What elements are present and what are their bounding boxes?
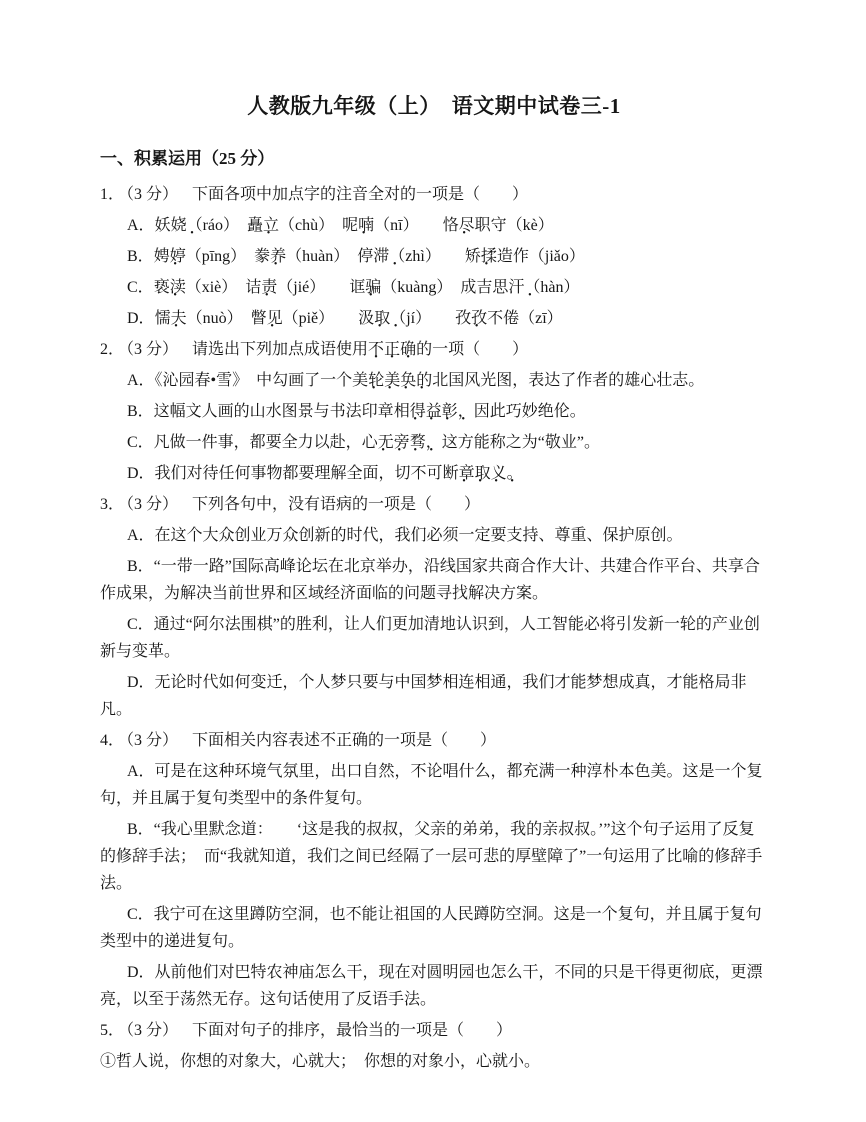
question-number: 1． <box>100 186 125 203</box>
question-points: （3 分） <box>126 496 179 513</box>
question-1-option-c: C．亵渎（xiè） 诘责（jié） 诓骗（kuàng） 成吉思汗（hàn） <box>127 279 580 296</box>
question-number: 5． <box>100 1022 125 1039</box>
emphasis-dotted-char: 心 <box>361 434 378 451</box>
emphasis-dotted-char: 娉 <box>153 248 170 265</box>
emphasis-dotted-char: 滞 <box>373 248 390 265</box>
question-text: 下面对句子的排序，最恰当的一项是（ ） <box>192 1022 513 1039</box>
question-3-stem <box>100 491 768 518</box>
question-text: 请选出下列加点成语使用不正确的一项（ ） <box>192 341 529 358</box>
question-3 <box>100 491 768 723</box>
question-points: （3 分） <box>126 1022 179 1039</box>
question-text: 下列各句中，没有语病的一项是（ ） <box>192 496 481 513</box>
emphasis-dotted-char: 瞥 <box>250 310 267 327</box>
question-number: 3． <box>100 496 125 513</box>
emphasis-dotted-char: 章 <box>458 465 475 482</box>
emphasis-dotted-char: 汲 <box>358 310 375 327</box>
emphasis-dotted-char: 娆 <box>170 217 187 234</box>
question-text: 下面相关内容表述不正确的一项是（ ） <box>192 732 497 749</box>
emphasis-dotted-char: 汗 <box>508 279 525 296</box>
emphasis-dotted-char: 矗 <box>247 217 264 234</box>
emphasis-dotted-char: 益 <box>425 403 442 420</box>
question-2-option-c: C．凡做一件事，都要全力以赴，心无旁骛，这方能称之为“敬业”。 <box>127 434 600 451</box>
question-1 <box>100 181 768 332</box>
question-text: 下面各项中加点字的注音全对的一项是（ ） <box>192 186 529 203</box>
question-2-stem <box>100 336 768 363</box>
question-points: （3 分） <box>126 341 179 358</box>
emphasis-dotted-char: 旁 <box>393 434 410 451</box>
question-points: （3 分） <box>126 732 179 749</box>
emphasis-dotted-char: 豢 <box>254 248 271 265</box>
question-4-option-d: D．从前他们对巴特农神庙怎么干，现在对圆明园也怎么干，不同的只是干得更彻底，更漂亮，以至于荡然无存。这句话使用了反语手法。 <box>100 964 763 1008</box>
question-5-sentence-1: ①哲人说，你想的对象大，心就大； 你想的对象小，心就小。 <box>100 1053 541 1070</box>
question-5-stem <box>100 1017 768 1044</box>
emphasis-dotted-char: 相 <box>393 403 410 420</box>
emphasis-dotted-char: 无 <box>377 434 394 451</box>
question-1-option-a: A．妖娆（ráo） 矗立（chù） 呢喃（nī） 恪尽职守（kè） <box>127 217 554 234</box>
question-2-option-d: D．我们对待任何事物都要理解全面，切不可断章取义。 <box>127 465 523 482</box>
emphasis-dotted-char: 懦 <box>154 310 171 327</box>
question-number: 2． <box>100 341 125 358</box>
question-1-stem <box>100 181 768 208</box>
emphasis-dotted-char: 恪 <box>442 217 459 234</box>
question-2-option-a: A．《沁园春•雪》 中勾画了一个美轮美奂的北国风光图，表达了作者的雄心壮志。 <box>127 372 705 389</box>
emphasis-dotted-char: 美 <box>352 372 369 389</box>
question-2-option-b: B．这幅文人画的山水图景与书法印章相得益彰，因此巧妙绝伦。 <box>127 403 586 420</box>
question-number: 4． <box>100 732 125 749</box>
question-2 <box>100 336 768 487</box>
question-4-option-c: C．我宁可在这里蹲防空洞，也不能让祖国的人民蹲防空洞。这是一个复句，并且属于复句类型中的递进复句。 <box>100 906 762 950</box>
emphasis-dotted-char: 诓 <box>349 279 366 296</box>
question-4 <box>100 727 768 1013</box>
emphasis-dotted-char: 矫 <box>464 248 481 265</box>
emphasis-dotted-char: 奂 <box>400 372 417 389</box>
page-title: 人教版九年级（上） 语文期中试卷三-1 <box>247 94 621 118</box>
question-4-option-a: A．可是在这种环境气氛里，出口自然，不论唱什么，都充满一种淳朴本色美。这是一个复句，并且属于复句类型中的条件复句。 <box>100 763 763 807</box>
emphasis-dotted-char: 正 <box>384 341 401 358</box>
emphasis-dotted-char: 孜 <box>455 310 472 327</box>
emphasis-dotted-char: 美 <box>384 372 401 389</box>
emphasis-dotted-char: 取 <box>374 310 391 327</box>
emphasis-dotted-char: 确 <box>400 341 417 358</box>
question-1-option-b: B．娉婷（pīng） 豢养（huàn） 停滞（zhì） 矫揉造作（jiǎo） <box>127 248 585 265</box>
question-1-option-d: D．懦夫（nuò） 瞥见（piě） 汲取（jí） 孜孜不倦（zī） <box>127 310 563 327</box>
section-heading: 一、积累运用（25 分） <box>100 149 275 168</box>
question-3-option-c: C．通过“阿尔法围棋”的胜利，让人们更加清地认识到，人工智能必将引发新一轮的产业创新与变革。 <box>100 616 760 660</box>
emphasis-dotted-char: 义 <box>490 465 507 482</box>
question-5 <box>100 1017 768 1075</box>
emphasis-dotted-char: 取 <box>474 465 491 482</box>
emphasis-dotted-char: 轮 <box>368 372 385 389</box>
emphasis-dotted-char: 亵 <box>153 279 170 296</box>
emphasis-dotted-char: 骛 <box>409 434 426 451</box>
emphasis-dotted-char: 得 <box>409 403 426 420</box>
question-4-option-b: B．“我心里默念道： ‘这是我的叔叔，父亲的弟弟，我的亲叔叔。’”这个句子运用了反复的修辞手法； 而“我就知道，我们之间已经隔了一层可悲的厚壁障了”一句运用了比喻的修辞手法。 <box>100 821 763 892</box>
question-3-option-d: D．无论时代如何变迁，个人梦只要与中国梦相连相通，我们才能梦想成真，才能格局非凡。 <box>100 674 747 718</box>
emphasis-dotted-char: 断 <box>442 465 459 482</box>
emphasis-dotted-char: 不 <box>368 341 385 358</box>
question-3-option-b: B．“一带一路”国际高峰论坛在北京举办，沿线国家共商合作大计、共建合作平台、共享合作成果，为解决当前世界和区域经济面临的问题寻找解决方案。 <box>100 558 760 602</box>
emphasis-dotted-char: 诘 <box>245 279 262 296</box>
question-4-stem <box>100 727 768 754</box>
emphasis-dotted-char: 呢 <box>342 217 359 234</box>
emphasis-dotted-char: 彰 <box>441 403 458 420</box>
question-3-option-a: A．在这个大众创业万众创新的时代，我们必须一定要支持、尊重、保护原创。 <box>127 527 683 544</box>
question-points: （3 分） <box>126 186 179 203</box>
